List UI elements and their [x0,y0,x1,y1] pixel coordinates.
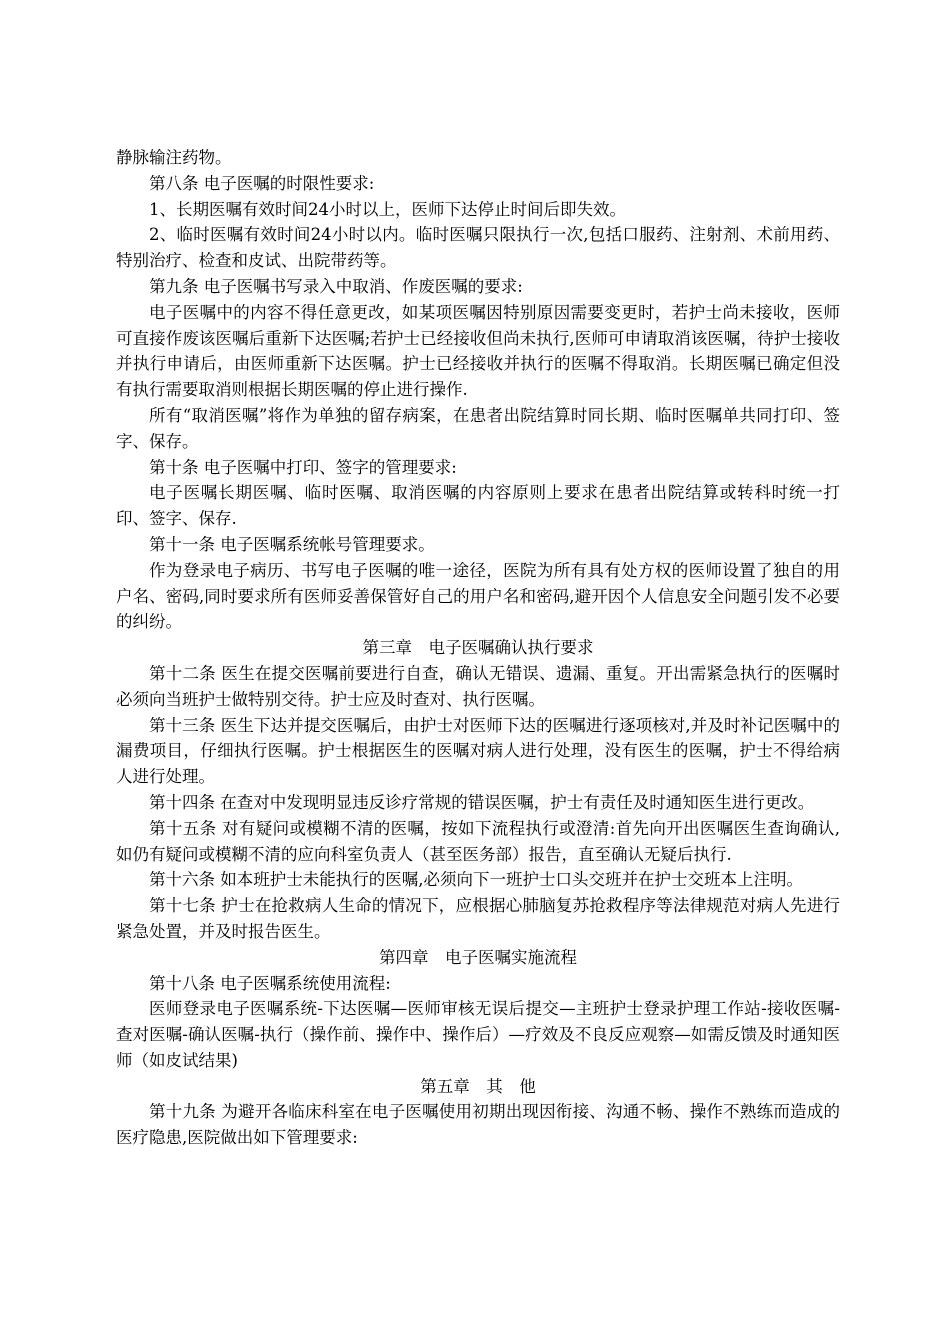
paragraph: 电子医嘱中的内容不得任意更改，如某项医嘱因特别原因需要变更时，若护士尚未接收，医师可直接作废该医嘱后重新下达医嘱;若护士已经接收但尚未执行,医师可申请取消该医嘱，待护士接收并执行申请后，由医师重新下达医嘱。护士已经接收并执行的医嘱不得取消。长期医嘱已确定但没有执行需要取消则根据长期医嘱的停止进行操作. [116,302,840,400]
paragraph: 电子医嘱长期医嘱、临时医嘱、取消医嘱的内容原则上要求在患者出院结算或转科时统一打印、签字、保存. [116,483,840,529]
article-10-title: 第十条 电子医嘱中打印、签字的管理要求: [149,457,457,477]
paragraph: 作为登录电子病历、书写电子医嘱的唯一途径，医院为所有具有处方权的医师设置了独自的用户名、密码,同时要求所有医师妥善保管好自己的用户名和密码,避开因个人信息安全问题引发不必要的纠纷。 [116,560,840,632]
chapter-4-heading: 第四章 电子医嘱实施流程 [379,947,577,967]
article-18-title: 第十八条 电子医嘱系统使用流程: [149,973,391,993]
paragraph: 静脉输注药物。 [116,148,232,167]
chapter-5-heading: 第五章 其 他 [420,1076,536,1096]
article-17: 第十七条 护士在抢救病人生命的情况下，应根据心肺脑复苏抢救程序等法律规范对病人先进行紧急处置，并及时报告医生。 [116,896,840,941]
document-body [116,145,840,1151]
article-13: 第十三条 医生下达并提交医嘱后，由护士对医师下达的医嘱进行逐项核对,并及时补记医嘱中的漏费项目，仔细执行医嘱。护士根据医生的医嘱对病人进行处理，没有医生的医嘱，护士不得给病人进行处理。 [116,715,840,787]
paragraph: 1、长期医嘱有效时间24小时以上，医师下达停止时间后即失效。 [149,199,626,219]
chapter-3-heading: 第三章 电子医嘱确认执行要求 [362,638,594,658]
article-12: 第十二条 医生在提交医嘱前要进行自查，确认无错误、遗漏、重复。开出需紧急执行的医嘱时必须向当班护士做特别交待。护士应及时查对、执行医嘱。 [116,663,840,709]
article-15: 第十五条 对有疑问或模糊不清的医嘱，按如下流程执行或澄清:首先向开出医嘱医生查询确认,如仍有疑问或模糊不清的应向科室负责人（甚至医务部）报告，直至确认无疑后执行. [116,818,840,864]
paragraph: 2、临时医嘱有效时间24小时以内。临时医嘱只限执行一次,包括口服药、注射剂、术前用药、特别治疗、检查和皮试、出院带药等。 [116,225,840,271]
article-9-title: 第九条 电子医嘱书写录入中取消、作废医嘱的要求: [149,276,523,296]
article-14: 第十四条 在查对中发现明显违反诊疗常规的错误医嘱，护士有责任及时通知医生进行更改。 [149,792,815,812]
workflow-paragraph: 医师登录电子医嘱系统-下达医嘱—医师审核无误后提交—主班护士登录护理工作站-接收医嘱-查对医嘱-确认医嘱-执行（操作前、操作中、操作后）—疗效及不良反应观察—如需反馈及时通知医师（如皮试结果) [116,999,840,1070]
article-8-title: 第八条 电子医嘱的时限性要求: [149,173,375,193]
article-11-title: 第十一条 电子医嘱系统帐号管理要求。 [149,534,435,554]
article-16: 第十六条 如本班护士未能执行的医嘱,必须向下一班护士口头交班并在护士交班本上注明。 [149,870,803,890]
paragraph: 所有“取消医嘱”将作为单独的留存病案，在患者出院结算时同长期、临时医嘱单共同打印、签字、保存。 [116,405,840,451]
article-19: 第十九条 为避开各临床科室在电子医嘱使用初期出现因衔接、沟通不畅、操作不熟练而造成的医疗隐患,医院做出如下管理要求: [116,1102,840,1148]
